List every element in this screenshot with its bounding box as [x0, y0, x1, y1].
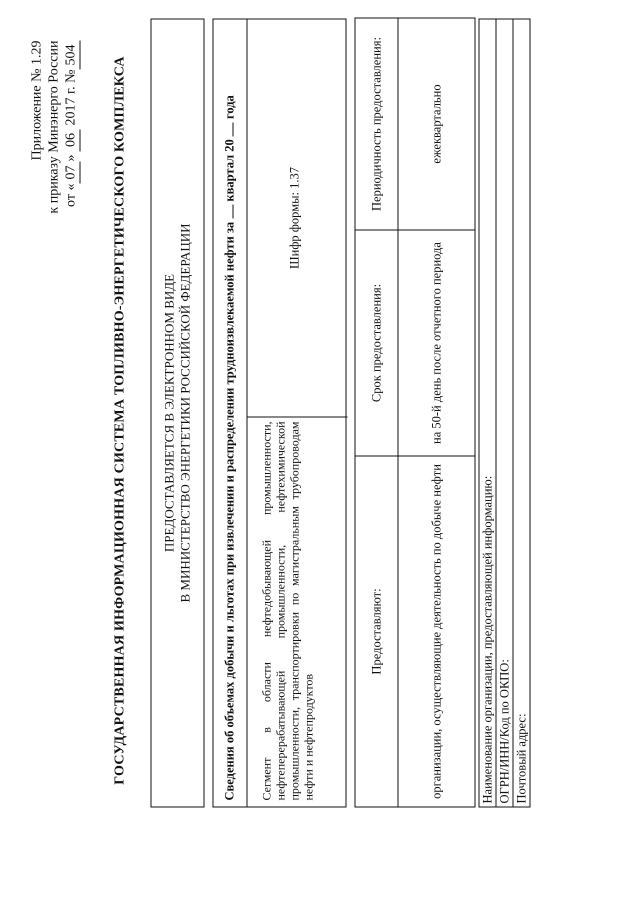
date-year: 2017 г. [63, 85, 78, 126]
info-header-row [355, 18, 398, 807]
org-address-field[interactable]: Почтовый адрес: [513, 19, 530, 807]
value-deadline: на 50-й день после отчетного периода [398, 230, 475, 456]
appendix-block [28, 40, 80, 280]
report-title: Сведения об объемах добычи и льготах при извлечении и распределении трудноизвлекаемой нефти за [222, 221, 236, 800]
org-row [496, 19, 513, 807]
report-box [212, 18, 346, 807]
org-name-field[interactable]: Наименование организации, предоставляющей информацию: [479, 19, 496, 807]
date-mid: » [63, 154, 78, 162]
submission-box [150, 18, 204, 807]
header-deadline: Срок предоставления: [355, 230, 398, 456]
document-title: ГОСУДАРСТВЕННАЯ ИНФОРМАЦИОННАЯ СИСТЕМА ТОПЛИВНО-ЭНЕРГЕТИЧЕСКОГО КОМПЛЕКСА [112, 55, 127, 785]
value-provide: организации, осуществляющие деятельность по добыче нефти [398, 456, 475, 807]
organization-table [478, 18, 530, 807]
submission-line-1: ПРЕДОСТАВЛЯЕТСЯ В ЭЛЕКТРОННОМ ВИДЕ [161, 273, 176, 552]
date-day: 07 [62, 161, 80, 183]
appendix-number: Приложение № 1.29 [29, 40, 44, 160]
report-title-row [213, 19, 247, 806]
info-table [354, 17, 475, 807]
info-value-row [398, 18, 475, 807]
appendix-date-line [62, 40, 80, 280]
org-row [513, 19, 530, 807]
report-year-suffix: года [222, 94, 236, 119]
header-provide: Предоставляют: [355, 456, 398, 807]
date-month: 06 [62, 129, 80, 151]
segment-text: Сегмент в области нефтедобывающей промышленности, нефтеперерабатывающей промышленности, нефтехимической промышленности, транспортировки по магистральным трубопроводам нефти и нефтепродуктов [247, 416, 347, 806]
submission-line-2: В МИНИСТЕРСТВО ЭНЕРГЕТИКИ РОССИЙСКОЙ ФЕДЕРАЦИИ [177, 223, 192, 602]
report-quarter: квартал 20 [222, 138, 236, 202]
appendix-order: к приказу Минэнерго России [46, 40, 61, 214]
blank-year [232, 122, 233, 136]
org-ids-field[interactable]: ОГРН/ИНН/Код по ОКПО: [496, 19, 513, 807]
blank-quarter [232, 204, 233, 218]
num-prefix: № [63, 69, 78, 83]
header-periodicity: Периодичность предоставления: [355, 18, 398, 230]
org-row [479, 19, 496, 807]
date-prefix: от « [63, 183, 78, 207]
order-number: 504 [62, 40, 80, 69]
value-periodicity: ежеквартально [398, 18, 475, 230]
form-code: Шифр формы: 1.37 [287, 166, 301, 269]
